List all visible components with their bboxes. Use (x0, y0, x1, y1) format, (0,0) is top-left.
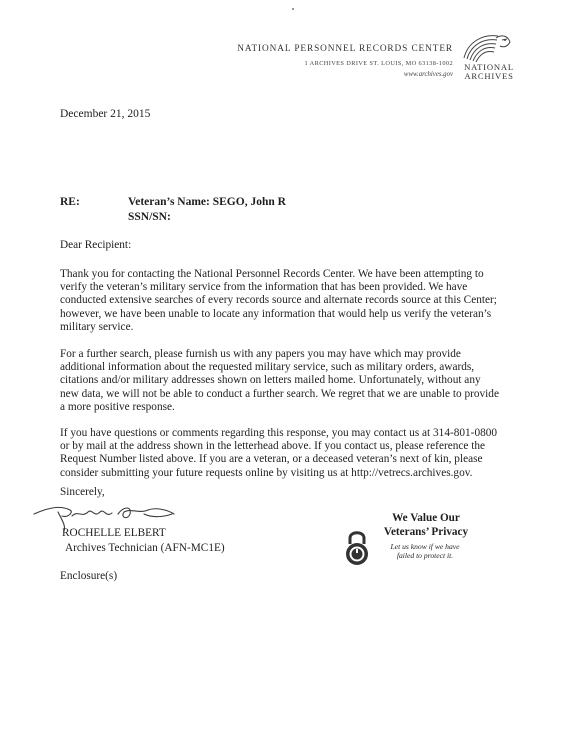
re-label: RE: (60, 196, 80, 208)
veteran-name-line: Veteran’s Name: SEGO, John R (128, 196, 286, 208)
closing: Sincerely, (60, 486, 105, 498)
enclosure-note: Enclosure(s) (60, 570, 118, 582)
eagle-logo-icon (458, 28, 516, 64)
agency-line-national: NATIONAL (464, 62, 514, 72)
privacy-tagline (370, 542, 480, 560)
privacy-heading-line2: Veterans’ Privacy (383, 526, 469, 538)
body-paragraph-1: Thank you for contacting the National Personnel Records Center. We have been attempting to verify the veteran’s military service from the information that has been provided. We have conducted extensive searches of every records source and alternate records source at this Center; however, we have been unable to locate any information that would help us verify the veteran’s military service. (60, 268, 497, 333)
letterhead-agency (459, 63, 519, 81)
salutation: Dear Recipient: (60, 239, 132, 251)
body-paragraph-3: If you have questions or comments regarding this response, you may contact us at 314-801-0800 or by mail at the address shown in the letterhead above. If you contact us, please reference the Request Number listed above. If you are a veteran, or a deceased veteran’s next of kin, please consider submitting your future requests online by visiting us at http://vetrecs.archives.gov. (60, 427, 498, 479)
privacy-tagline-line2: failed to protect it. (396, 551, 454, 561)
signer-name: ROCHELLE ELBERT (62, 527, 166, 539)
privacy-heading-line1: We Value Our (392, 512, 460, 524)
letterhead-org-name: NATIONAL PERSONNEL RECORDS CENTER (237, 44, 453, 54)
privacy-tagline-line1: Let us know if we have (390, 542, 460, 551)
scan-dot (292, 8, 294, 10)
letterhead-address: 1 ARCHIVES DRIVE ST. LOUIS, MO 63138-1002 (304, 60, 453, 67)
ssn-line: SSN/SN: (128, 211, 171, 223)
letter-date: December 21, 2015 (60, 108, 151, 120)
agency-line-archives: ARCHIVES (464, 71, 514, 81)
signer-title: Archives Technician (AFN-MC1E) (65, 542, 225, 554)
letterhead-website: www.archives.gov (403, 71, 453, 78)
body-paragraph-2: For a further search, please furnish us with any papers you may have which may provide additional information about the requested military service, such as military orders, awards, citations and/or military addresses shown on letters mailed home. Unfortunately, without any new data, we will not be able to conduct a further search. We regret that we are unable to provide a more positive response. (60, 348, 499, 413)
